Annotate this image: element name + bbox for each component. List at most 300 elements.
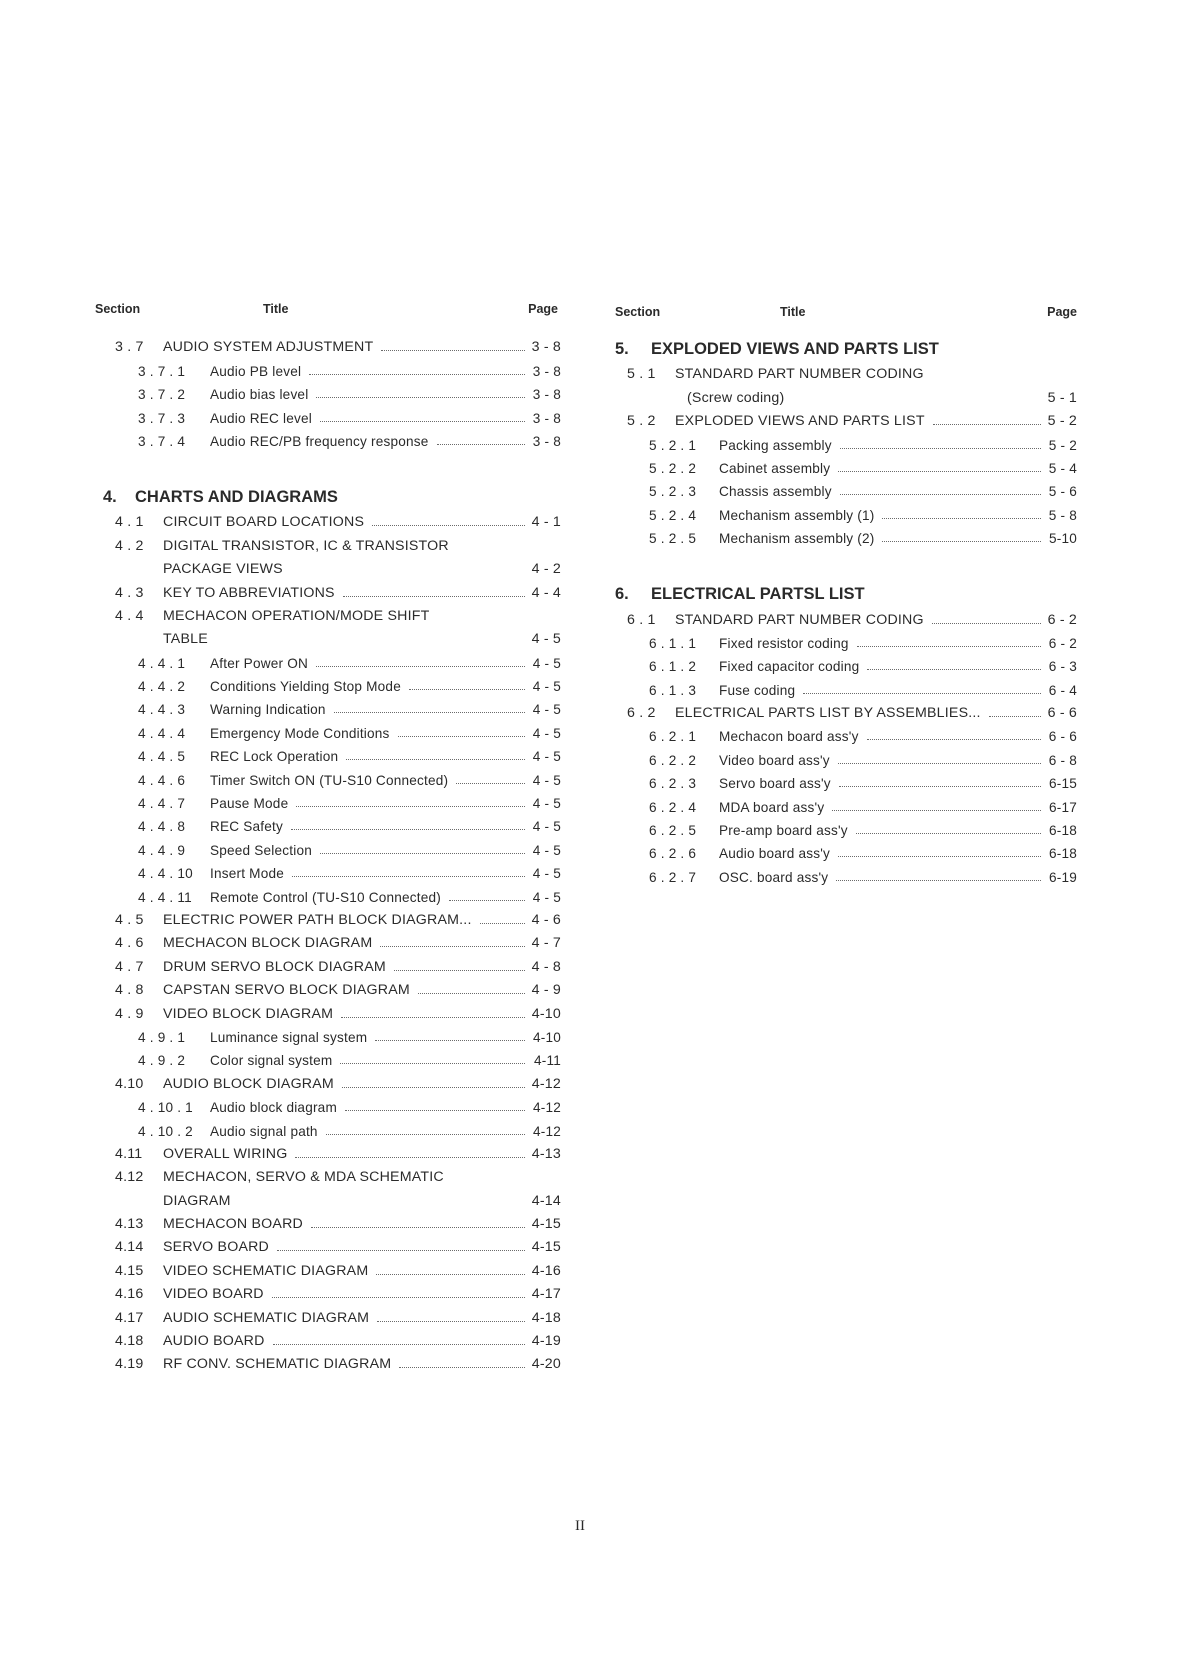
entry-title: After Power ON [210,655,308,671]
toc-entry [93,1092,561,1115]
entry-page: 4 - 6 [531,911,561,928]
entry-page: 6 - 2 [1047,611,1077,628]
dot-leader [273,1344,525,1345]
entry-title: Timer Switch ON (TU-S10 Connected) [210,772,449,788]
toc-entry [615,453,1077,476]
entry-number: 4 . 4 . 10 [138,866,193,882]
dot-leader [309,374,525,375]
toc-entry [93,998,561,1021]
entry-number: 5 . 2 . 1 [649,437,697,453]
entry-title: AUDIO SCHEMATIC DIAGRAM [163,1309,370,1326]
toc-entry [615,674,1077,697]
toc-entry [93,694,561,717]
entry-page: 4 - 8 [531,958,561,975]
entry-page: 4 - 9 [531,982,561,999]
entry-title: STANDARD PART NUMBER CODING [675,611,924,628]
toc-right-column [615,305,1077,885]
entry-page: 4-12 [531,1075,561,1092]
entry-number: 4 . 4 . 8 [138,819,186,835]
toc-entry [93,1255,561,1278]
entry-title: PACKAGE VIEWS [163,561,283,578]
dot-leader [882,518,1041,519]
dot-leader [375,1040,525,1041]
dot-leader [838,763,1041,764]
header-page-label: Page [528,302,558,316]
dot-leader [394,970,525,971]
entry-page: 6 - 8 [1048,752,1077,768]
entry-title: Audio PB level [210,363,302,379]
header-title-label: Title [263,302,289,316]
entry-title: Audio REC level [210,410,312,426]
toc-entry [615,628,1077,651]
toc-entry [93,624,561,647]
toc-entry [615,359,1077,382]
entry-title: (Screw coding) [687,389,785,406]
toc-entry [615,698,1077,721]
toc-entry [93,1162,561,1185]
entry-number: 3 . 7 . 3 [138,410,186,426]
entry-title: Remote Control (TU-S10 Connected) [210,889,441,905]
toc-entry [93,951,561,974]
entry-number: 6 . 2 . 4 [649,799,697,815]
toc-left-entries [93,332,561,1372]
dot-leader [311,1227,525,1228]
entry-number: 4.12 [115,1169,144,1186]
entry-page: 5 - 8 [1048,507,1077,523]
toc-entry [93,1302,561,1325]
entry-title: Speed Selection [210,842,313,858]
entry-title: AUDIO BLOCK DIAGRAM [163,1075,334,1092]
entry-number: 6 . 1 . 3 [649,682,697,698]
dot-leader [277,1250,525,1251]
entry-title: MDA board ass'y [719,799,825,815]
toc-entry [615,476,1077,499]
entry-title: Fuse coding [719,682,796,698]
dot-leader [345,1110,525,1111]
section-spacer [615,546,1077,580]
entry-title: Audio block diagram [210,1100,337,1116]
entry-page: 6-18 [1048,846,1077,862]
entry-title: CAPSTAN SERVO BLOCK DIAGRAM [163,982,410,999]
entry-page: 4 - 5 [532,702,561,718]
dot-leader [295,1157,525,1158]
entry-page: 3 - 8 [532,363,561,379]
entry-number: 4.17 [115,1309,144,1326]
entry-page: 3 - 8 [532,387,561,403]
entry-title: Luminance signal system [210,1029,368,1045]
entry-number: 4 . 4 [115,607,144,624]
entry-number: 6 . 2 [627,705,656,722]
entry-title: MECHACON, SERVO & MDA SCHEMATIC [163,1169,444,1186]
entry-title: Chassis assembly [719,484,832,500]
toc-entry [93,741,561,764]
entry-page: 4-11 [534,1053,561,1069]
entry-number: 4 . 9 . 1 [138,1029,186,1045]
entry-number: 4. [103,487,117,506]
dot-leader [803,693,1041,694]
entry-number: 3 . 7 . 4 [138,433,186,449]
dot-leader [932,623,1041,624]
entry-page: 4-10 [531,1005,561,1022]
entry-number: 4 . 4 . 5 [138,749,186,765]
toc-entry [93,1232,561,1255]
dot-leader [291,829,525,830]
entry-number: 4 . 4 . 3 [138,702,186,718]
dot-leader [409,689,525,690]
toc-entry [615,406,1077,429]
entry-page: 3 - 8 [532,410,561,426]
entry-page: 6-17 [1048,799,1077,815]
entry-number: 6 . 2 . 6 [649,846,697,862]
entry-number: 3 . 7 . 1 [138,363,186,379]
entry-page: 6 - 6 [1047,705,1077,722]
toc-header-left [93,302,561,322]
entry-title: RF CONV. SCHEMATIC DIAGRAM [163,1356,392,1373]
toc-entry [93,1279,561,1302]
entry-title: Mechanism assembly (2) [719,531,875,547]
entry-number: 4.14 [115,1239,144,1256]
dot-leader [320,421,525,422]
entry-number: 4 . 5 [115,911,144,928]
toc-entry [93,530,561,553]
dot-leader [838,856,1041,857]
entry-page: 4 - 2 [531,561,561,578]
entry-title: Audio REC/PB frequency response [210,433,429,449]
dot-leader [316,397,525,398]
entry-title: EXPLODED VIEWS AND PARTS LIST [651,340,939,358]
toc-entry [615,499,1077,522]
dot-leader [867,739,1041,740]
entry-page: 4-10 [532,1029,561,1045]
entry-page: 4-20 [531,1356,561,1373]
dot-leader [840,494,1041,495]
header-page-label: Page [1047,305,1077,319]
entry-number: 5 . 2 . 5 [649,531,697,547]
entry-title: Emergency Mode Conditions [210,725,390,741]
dot-leader [320,853,525,854]
entry-title: Audio board ass'y [719,846,831,862]
entry-title: Packing assembly [719,437,832,453]
entry-number: 4.19 [115,1356,144,1373]
toc-entry [93,928,561,951]
entry-number: 4 . 4 . 4 [138,725,186,741]
entry-page: 6 - 2 [1048,635,1077,651]
entry-title: Servo board ass'y [719,776,831,792]
entry-title: VIDEO SCHEMATIC DIAGRAM [163,1262,369,1279]
toc-entry [93,1068,561,1091]
dot-leader [296,806,525,807]
entry-page: 4 - 5 [532,796,561,812]
entry-number: 5. [615,340,629,358]
entry-page: 4 - 5 [532,866,561,882]
dot-leader [836,880,1041,881]
dot-leader [449,900,525,901]
dot-leader [376,1274,525,1275]
dot-leader [343,596,525,597]
entry-number: 6 . 1 . 2 [649,659,697,675]
toc-entry [615,523,1077,546]
dot-leader [341,1017,525,1018]
toc-entry [615,604,1077,627]
toc-entry [93,426,561,449]
entry-title: Audio bias level [210,387,309,403]
toc-entry [93,905,561,928]
entry-page: 5 - 6 [1048,484,1077,500]
entry-number: 4 . 4 . 9 [138,842,186,858]
entry-number: 6 . 2 . 7 [649,869,697,885]
section-heading [93,483,561,507]
entry-number: 6. [615,585,629,604]
entry-title: Audio signal path [210,1123,318,1139]
entry-number: 6 . 2 . 1 [649,729,697,745]
entry-number: 5 . 1 [627,366,656,383]
entry-page: 5 - 1 [1047,389,1077,406]
toc-entry [93,402,561,425]
entry-page: 5 - 2 [1047,413,1077,430]
toc-entry [93,1209,561,1232]
entry-number: 4 . 4 . 6 [138,772,186,788]
entry-title: REC Safety [210,819,284,835]
toc-entry [93,764,561,787]
toc-header-right [615,305,1077,325]
toc-entry [93,834,561,857]
entry-number: 5 . 2 . 3 [649,484,697,500]
entry-title: Fixed capacitor coding [719,659,860,675]
dot-leader [334,712,525,713]
toc-entry [93,1349,561,1372]
header-section-label: Section [615,305,661,319]
entry-page: 4-17 [531,1286,561,1303]
entry-number: 4.15 [115,1262,144,1279]
toc-entry [615,744,1077,767]
dot-leader [381,350,525,351]
entry-number: 4 . 3 [115,584,144,601]
dot-leader [380,946,525,947]
entry-number: 3 . 7 . 2 [138,387,186,403]
dot-leader [326,1134,525,1135]
dot-leader [340,1063,525,1064]
dot-leader [456,783,525,784]
entry-title: DRUM SERVO BLOCK DIAGRAM [163,958,386,975]
entry-page: 5 - 2 [1048,437,1077,453]
entry-title: ELECTRICAL PARTSL LIST [651,585,865,604]
dot-leader [437,444,525,445]
entry-page: 4-16 [531,1262,561,1279]
entry-number: 4 . 10 . 1 [138,1100,193,1116]
entry-title: OVERALL WIRING [163,1145,288,1162]
entry-title: ELECTRICAL PARTS LIST BY ASSEMBLIES... [675,705,981,722]
entry-number: 4.16 [115,1286,144,1303]
toc-entry [93,788,561,811]
toc-entry [93,858,561,881]
entry-page: 4-19 [531,1333,561,1350]
entry-title: Pause Mode [210,796,289,812]
toc-entry [93,1045,561,1068]
entry-number: 4 . 7 [115,958,144,975]
toc-entry [615,721,1077,744]
toc-entry [93,1022,561,1045]
entry-page: 4-14 [531,1192,561,1209]
dot-leader [316,666,525,667]
entry-page: 4 - 1 [531,514,561,531]
entry-page: 4 - 5 [532,725,561,741]
toc-entry [93,1115,561,1138]
entry-number: 4 . 10 . 2 [138,1123,193,1139]
entry-page: 6-19 [1048,869,1077,885]
entry-title: VIDEO BOARD [163,1286,264,1303]
page-number: II [575,1518,585,1534]
entry-page: 3 - 8 [531,339,561,356]
entry-page: 5-10 [1048,531,1077,547]
entry-number: 4.11 [115,1145,143,1162]
toc-entry [615,382,1077,405]
toc-entry [615,429,1077,452]
toc-entry [615,815,1077,838]
entry-number: 4 . 6 [115,935,144,952]
entry-title: REC Lock Operation [210,749,339,765]
entry-page: 4-13 [531,1145,561,1162]
entry-title: VIDEO BLOCK DIAGRAM [163,1005,334,1022]
entry-page: 4 - 5 [532,889,561,905]
toc-entry [93,601,561,624]
toc-right-entries [615,335,1077,885]
dot-leader [882,541,1041,542]
entry-page: 4 - 5 [532,819,561,835]
entry-number: 6 . 2 . 3 [649,776,697,792]
entry-number: 4.18 [115,1333,144,1350]
entry-title: AUDIO BOARD [163,1333,265,1350]
entry-title: ELECTRIC POWER PATH BLOCK DIAGRAM... [163,911,472,928]
dot-leader [856,833,1041,834]
entry-title: TABLE [163,631,208,648]
entry-page: 4 - 4 [531,584,561,601]
entry-number: 5 . 2 . 4 [649,507,697,523]
dot-leader [272,1297,525,1298]
toc-entry [93,671,561,694]
entry-number: 4.10 [115,1075,144,1092]
entry-number: 6 . 1 [627,611,656,628]
entry-number: 4 . 4 . 2 [138,679,186,695]
entry-title: DIAGRAM [163,1192,231,1209]
dot-leader [480,923,525,924]
toc-entry [615,861,1077,884]
entry-title: Mechacon board ass'y [719,729,859,745]
entry-page: 4 - 7 [531,935,561,952]
header-section-label: Section [95,302,141,316]
entry-title: MECHACON OPERATION/MODE SHIFT [163,607,430,624]
toc-entry [93,647,561,670]
entry-page: 4 - 5 [532,655,561,671]
dot-leader [377,1321,525,1322]
entry-number: 4 . 1 [115,514,144,531]
entry-number: 3 . 7 [115,339,144,356]
toc-entry [93,577,561,600]
entry-number: 4 . 4 . 1 [138,655,186,671]
entry-title: EXPLODED VIEWS AND PARTS LIST [675,413,925,430]
entry-page: 3 - 8 [532,433,561,449]
entry-number: 4.13 [115,1216,144,1233]
entry-title: STANDARD PART NUMBER CODING [675,366,924,383]
dot-leader [989,716,1041,717]
toc-entry [93,717,561,740]
entry-page: 6 - 6 [1048,729,1077,745]
toc-entry [93,355,561,378]
entry-page: 6 - 3 [1048,659,1077,675]
entry-number: 5 . 2 [627,413,656,430]
entry-page: 4-12 [532,1100,561,1116]
toc-entry [93,332,561,355]
entry-title: Mechanism assembly (1) [719,507,875,523]
dot-leader [867,669,1041,670]
entry-number: 4 . 8 [115,982,144,999]
section-heading [615,580,1077,604]
entry-title: DIGITAL TRANSISTOR, IC & TRANSISTOR [163,537,449,554]
entry-page: 4 - 5 [532,842,561,858]
entry-page: 4 - 5 [532,772,561,788]
entry-title: Pre-amp board ass'y [719,823,848,839]
dot-leader [933,424,1041,425]
entry-number: 4 . 2 [115,537,144,554]
toc-entry [93,379,561,402]
dot-leader [418,993,525,994]
toc-entry [93,507,561,530]
entry-title: SERVO BOARD [163,1239,270,1256]
toc-entry [93,881,561,904]
entry-number: 4 . 4 . 7 [138,796,186,812]
entry-title: MECHACON BOARD [163,1216,303,1233]
entry-number: 6 . 1 . 1 [649,635,697,651]
entry-title: AUDIO SYSTEM ADJUSTMENT [163,339,374,356]
toc-entry [93,975,561,998]
entry-title: CHARTS AND DIAGRAMS [135,487,338,506]
entry-page: 4-12 [532,1123,561,1139]
entry-number: 4 . 9 [115,1005,144,1022]
entry-title: KEY TO ABBREVIATIONS [163,584,335,601]
header-title-label: Title [780,305,806,319]
entry-page: 4 - 5 [532,679,561,695]
entry-number: 6 . 2 . 5 [649,823,697,839]
entry-title: Video board ass'y [719,752,830,768]
dot-leader [840,448,1041,449]
entry-page: 4 - 5 [532,749,561,765]
entry-page: 5 - 4 [1048,460,1077,476]
entry-title: Color signal system [210,1053,333,1069]
entry-title: MECHACON BLOCK DIAGRAM [163,935,373,952]
toc-entry [615,651,1077,674]
toc-entry [615,768,1077,791]
dot-leader [399,1367,525,1368]
entry-page: 6 - 4 [1048,682,1077,698]
dot-leader [292,876,525,877]
entry-title: Conditions Yielding Stop Mode [210,679,401,695]
toc-left-column [93,302,561,1372]
toc-entry [93,1139,561,1162]
entry-title: Insert Mode [210,866,284,882]
entry-page: 4-15 [531,1216,561,1233]
dot-leader [832,810,1041,811]
entry-page: 6-15 [1048,776,1077,792]
dot-leader [857,646,1041,647]
toc-entry [615,838,1077,861]
entry-number: 5 . 2 . 2 [649,460,697,476]
dot-leader [342,1087,525,1088]
entry-number: 4 . 4 . 11 [138,889,192,905]
entry-title: Warning Indication [210,702,326,718]
entry-number: 4 . 9 . 2 [138,1053,186,1069]
dot-leader [346,759,525,760]
section-heading [615,335,1077,359]
toc-entry [615,791,1077,814]
